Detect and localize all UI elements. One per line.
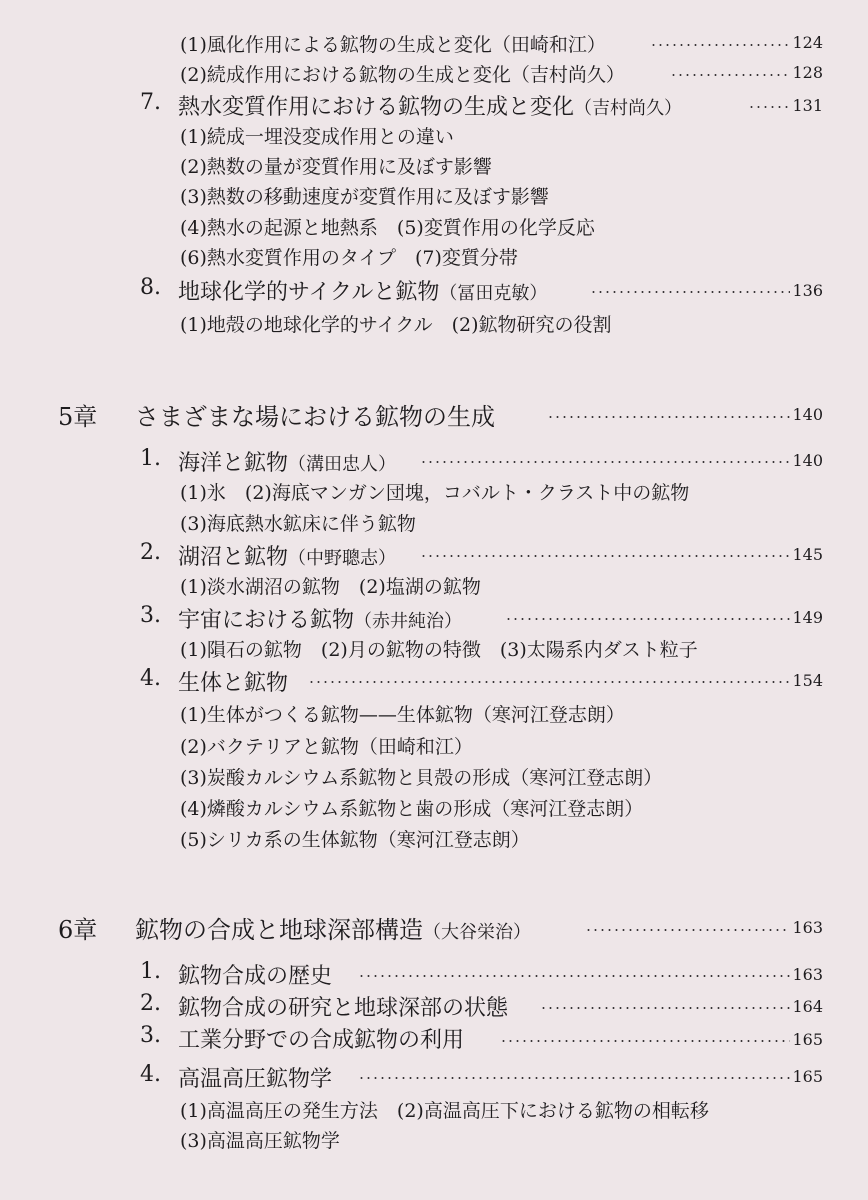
- entry-text: (1)続成一埋没変成作用との違い: [180, 126, 454, 148]
- toc-entry: [0, 60, 868, 90]
- entry-text: (2)熱数の量が変質作用に及ぼす影響: [180, 156, 492, 178]
- section-title-text: 熱水変質作用における鉱物の生成と変化: [178, 95, 575, 120]
- dot-leader: [308, 681, 790, 683]
- entry-text: (6)熱水変質作用のタイプ (7)変質分帯: [180, 247, 518, 269]
- section-title: [178, 1023, 464, 1054]
- dot-leader: [358, 975, 790, 977]
- section-number: 2.: [140, 540, 161, 565]
- section-title-text: 高温高圧鉱物学: [178, 1067, 333, 1092]
- section-author: （吉村尚久）: [574, 98, 683, 119]
- section-number: 4.: [140, 1062, 161, 1087]
- section-author: （赤井純治）: [354, 611, 463, 632]
- section-number: 1.: [140, 446, 161, 471]
- section-title-text: 鉱物合成の研究と地球深部の状態: [178, 996, 509, 1021]
- section-number: 4.: [140, 666, 161, 691]
- section-title: [178, 275, 547, 306]
- section-author: （冨田克敏）: [439, 283, 548, 304]
- section-title-text: 湖沼と鉱物: [178, 545, 289, 570]
- section-title: [178, 1062, 332, 1093]
- toc-section: [140, 959, 840, 989]
- page-number: 131: [792, 96, 823, 115]
- entry-text: (4)燐酸カルシウム系鉱物と歯の形成（寒河江登志朗）: [180, 798, 644, 820]
- section-title-text: 工業分野での合成鉱物の利用: [178, 1028, 465, 1053]
- section-title: [178, 603, 462, 634]
- section-title-text: 地球化学的サイクルと鉱物: [178, 280, 440, 305]
- entry-text: (1)高温高圧の発生方法 (2)高温高圧下における鉱物の相転移: [180, 1100, 709, 1122]
- chapter-title-text: 鉱物の合成と地球深部構造: [135, 916, 423, 944]
- dot-leader: [547, 416, 790, 418]
- page-number: 136: [792, 281, 823, 300]
- chapter-author: （大谷栄治）: [423, 922, 531, 943]
- page-number: 165: [792, 1067, 823, 1086]
- entry-text: (3)炭酸カルシウム系鉱物と貝殻の形成（寒河江登志朗）: [180, 767, 663, 789]
- page-number: 140: [792, 451, 823, 470]
- toc-section: [140, 275, 840, 305]
- page-number: 128: [792, 63, 823, 82]
- dot-leader: [590, 291, 790, 293]
- entry-text: (5)シリカ系の生体鉱物（寒河江登志朗）: [180, 829, 530, 851]
- section-number: 1.: [140, 959, 161, 984]
- section-number: 8.: [140, 275, 161, 300]
- entry-text: (1)氷 (2)海底マンガン団塊，コバルト・クラスト中の鉱物: [180, 482, 690, 504]
- page-number: 145: [792, 545, 823, 564]
- chapter-title: [135, 910, 531, 945]
- section-author: （中野聰志）: [288, 548, 397, 569]
- dot-leader: [650, 44, 790, 46]
- page-number: 164: [792, 997, 823, 1016]
- section-title: [178, 446, 396, 477]
- toc-section: [140, 90, 840, 120]
- page-number: 149: [792, 608, 823, 627]
- page-number: 154: [792, 671, 823, 690]
- toc-section: [140, 991, 840, 1021]
- dot-leader: [585, 929, 790, 931]
- page-number: 163: [792, 965, 823, 984]
- entry-text: (1)風化作用による鉱物の生成と変化（田崎和江）: [180, 34, 606, 56]
- section-title-text: 海洋と鉱物: [178, 451, 289, 476]
- dot-leader: [540, 1007, 790, 1009]
- section-author: （溝田忠人）: [288, 454, 397, 475]
- section-title: [178, 90, 682, 121]
- dot-leader: [420, 461, 790, 463]
- section-title: [178, 991, 508, 1022]
- entry-text: (2)バクテリアと鉱物（田崎和江）: [180, 736, 473, 758]
- section-number: 3.: [140, 603, 161, 628]
- entry-text: (3)高温高圧鉱物学: [180, 1130, 340, 1152]
- section-title-text: 生体と鉱物: [178, 671, 289, 696]
- entry-text: (3)海底熱水鉱床に伴う鉱物: [180, 513, 416, 535]
- toc-entry: [0, 30, 868, 60]
- entry-text: (1)隕石の鉱物 (2)月の鉱物の特徴 (3)太陽系内ダスト粒子: [180, 639, 698, 661]
- entry-text: (4)熱水の起源と地熱系 (5)変質作用の化学反応: [180, 217, 595, 239]
- section-number: 7.: [140, 90, 161, 115]
- chapter-title: さまざまな場における鉱物の生成: [135, 403, 495, 431]
- chapter-number: 6章: [58, 916, 98, 944]
- section-title: [178, 540, 396, 571]
- page-number: 124: [792, 33, 823, 52]
- page-number: 163: [792, 918, 823, 937]
- section-title: [178, 666, 288, 697]
- section-title-text: 宇宙における鉱物: [178, 608, 355, 633]
- entry-text: (1)淡水湖沼の鉱物 (2)塩湖の鉱物: [180, 576, 481, 598]
- section-title: [178, 959, 332, 990]
- dot-leader: [505, 618, 790, 620]
- entry-text: (3)熱数の移動速度が変質作用に及ぼす影響: [180, 186, 549, 208]
- toc-section: [140, 1023, 840, 1053]
- dot-leader: [358, 1077, 790, 1079]
- section-number: 2.: [140, 991, 161, 1016]
- page-number: 140: [792, 405, 823, 424]
- dot-leader: [420, 555, 790, 557]
- dot-leader: [670, 74, 790, 76]
- section-title-text: 鉱物合成の歴史: [178, 964, 333, 989]
- entry-text: (1)生体がつくる鉱物——生体鉱物（寒河江登志朗）: [180, 704, 625, 726]
- entry-text: (2)続成作用における鉱物の生成と変化（吉村尚久）: [180, 64, 625, 86]
- chapter-number: 5章: [58, 403, 98, 431]
- entry-text: (1)地殻の地球化学的サイクル (2)鉱物研究の役割: [180, 314, 612, 336]
- section-number: 3.: [140, 1023, 161, 1048]
- dot-leader: [500, 1040, 790, 1042]
- page-number: 165: [792, 1030, 823, 1049]
